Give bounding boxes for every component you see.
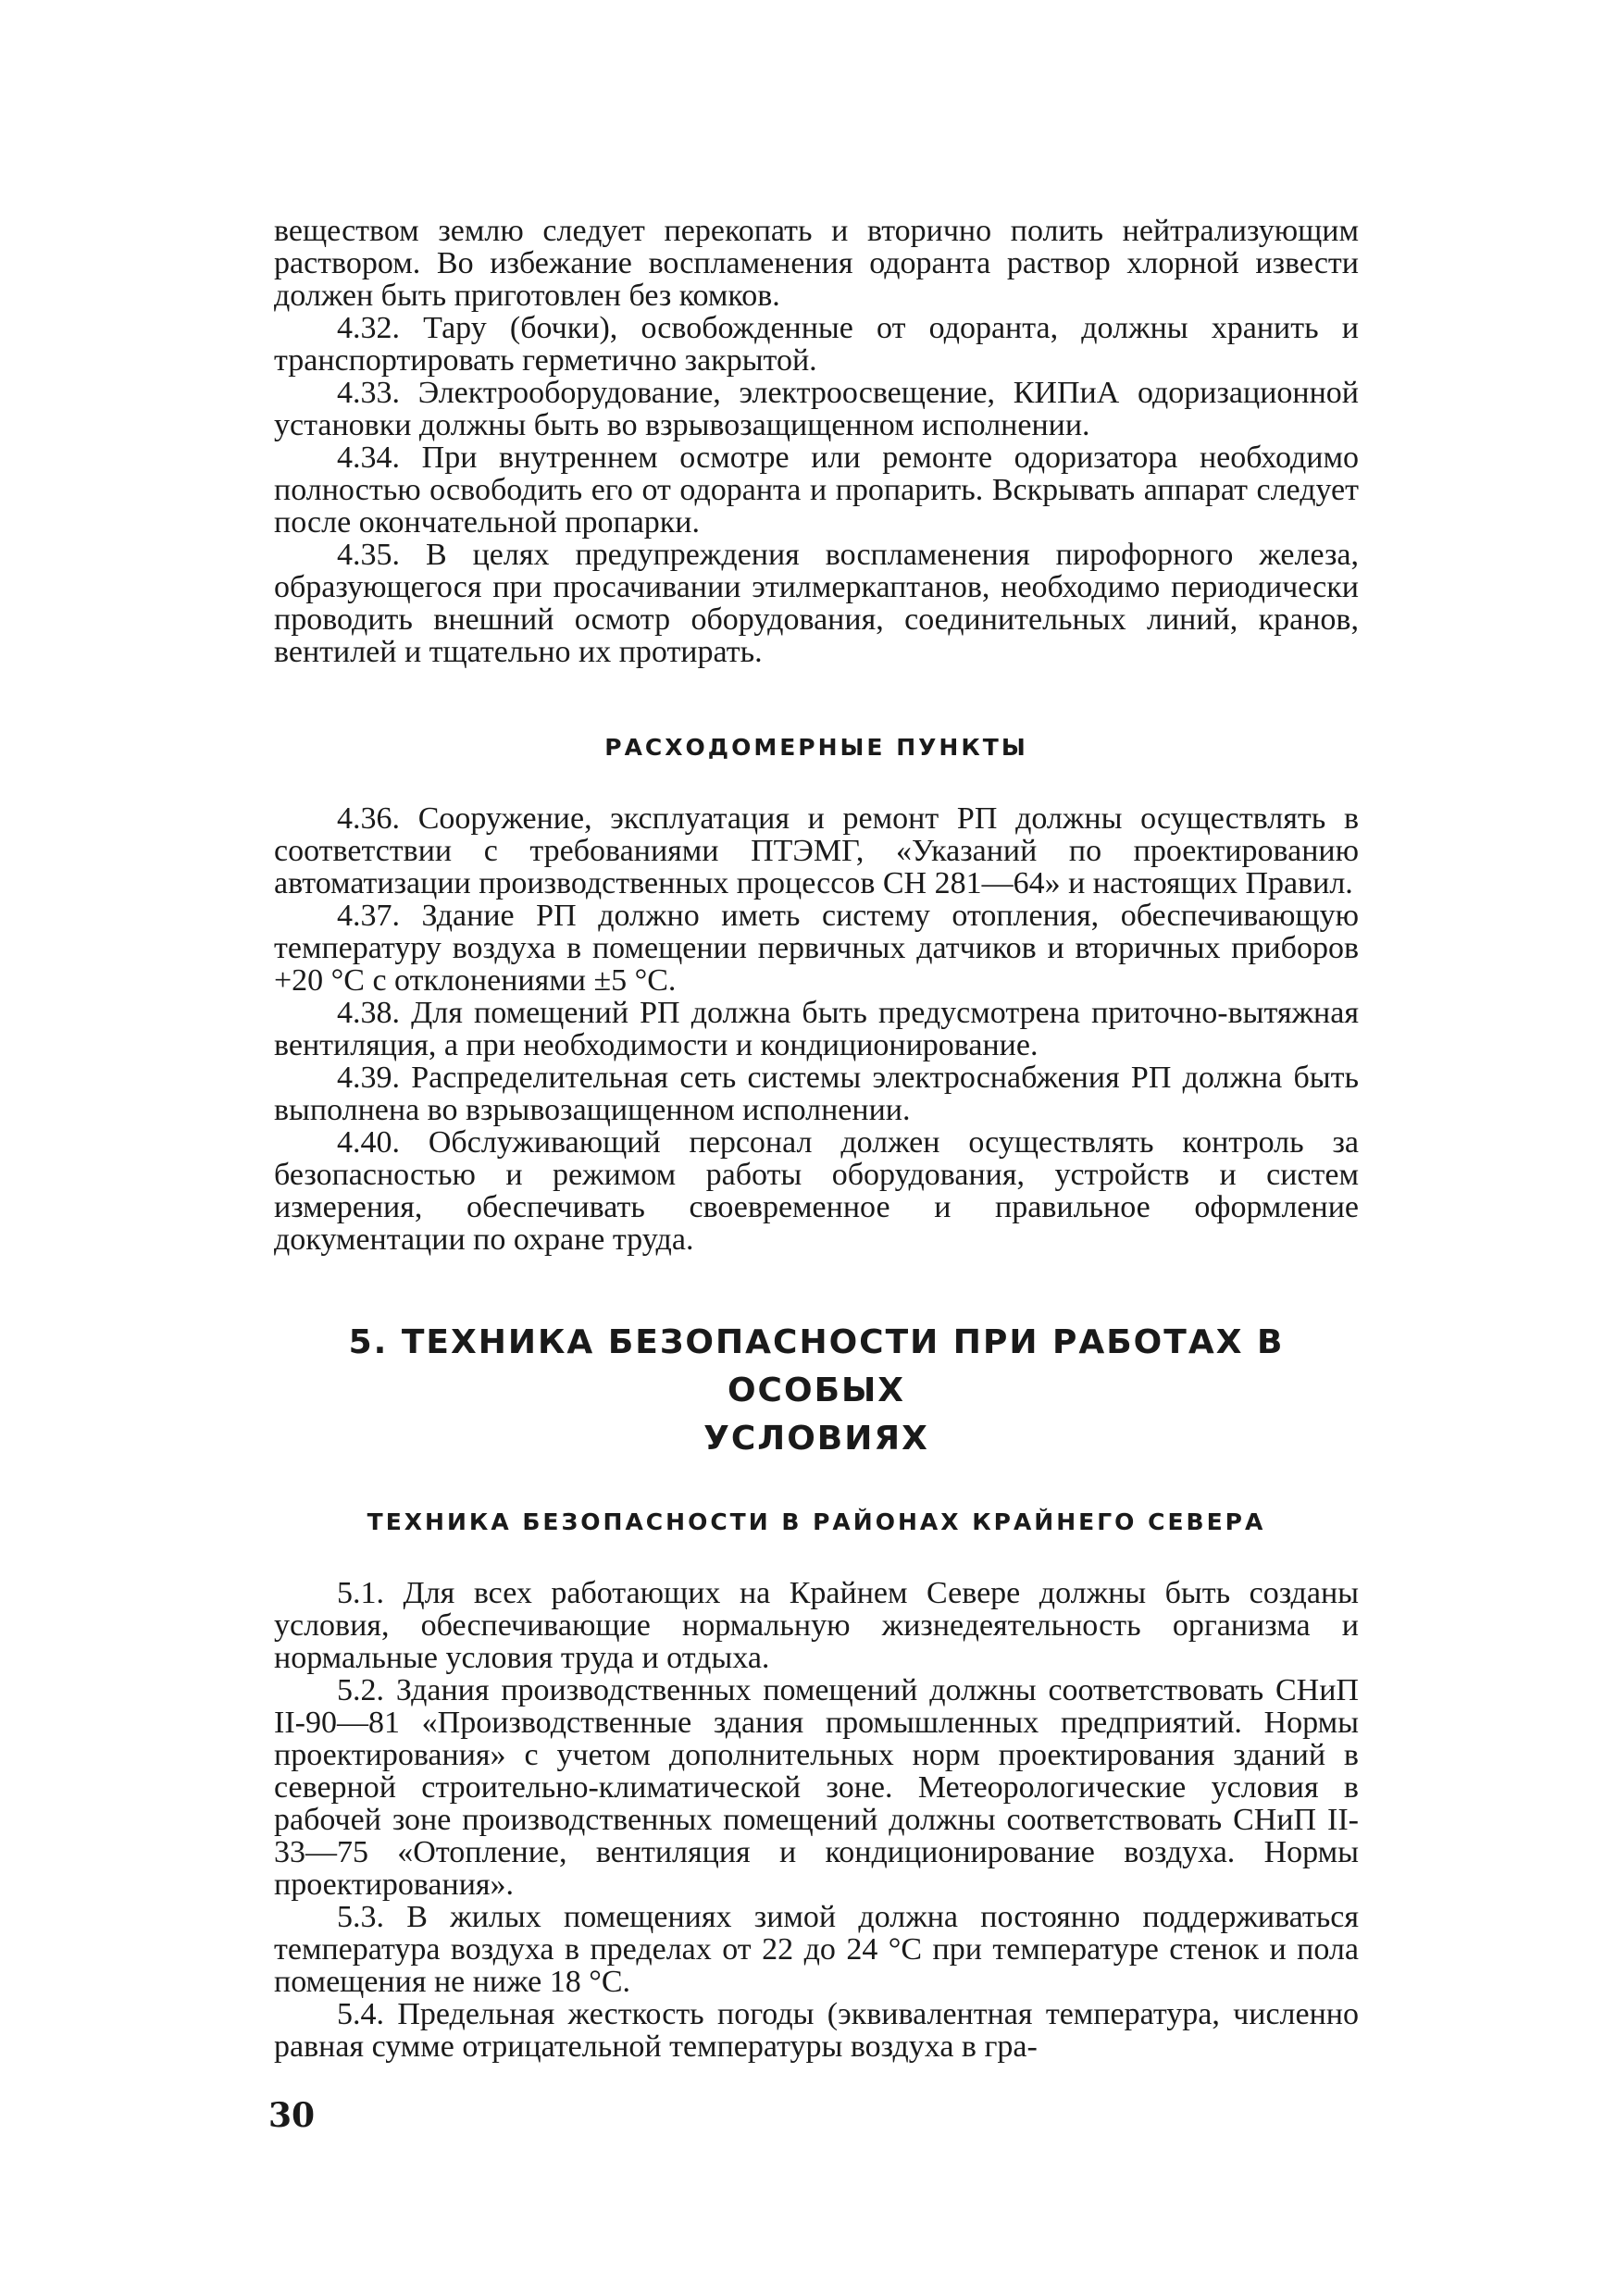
spacer: [274, 1463, 1359, 1508]
paragraph-4-35: 4.35. В целях предупреждения воспламенения пирофорного железа, образующегося при просачивании этилмеркаптанов, необходимо периодически проводить внешний осмотр оборудования, соединительных линий, кранов, вентилей и тщательно их протирать.: [274, 538, 1359, 669]
chapter-heading-line-1: 5. ТЕХНИКА БЕЗОПАСНОСТИ ПРИ РАБОТАХ В ОСОБЫХ: [348, 1323, 1285, 1409]
paragraph-5-1: 5.1. Для всех работающих на Крайнем Севере должны быть созданы условия, обеспечивающие нормальную жизнедеятельность организма и нормальные условия труда и отдыха.: [274, 1576, 1359, 1675]
spacer: [274, 1256, 1359, 1319]
paragraph-4-39: 4.39. Распределительная сеть системы электроснабжения РП должна быть выполнена во взрывозащищенном исполнении.: [274, 1061, 1359, 1127]
chapter-heading: [274, 1319, 1359, 1463]
paragraph-4-32: 4.32. Тару (бочки), освобожденные от одоранта, должны хранить и транспортировать герметично закрытой.: [274, 311, 1359, 378]
text-block: [274, 215, 1359, 2063]
spacer: [274, 1537, 1359, 1577]
paragraph-4-36: 4.36. Сооружение, эксплуатация и ремонт РП должны осуществлять в соответствии с требованиями ПТЭМГ, «Указаний по проектированию автоматизации производственных процессов СН 281—64» и настоящих Правил.: [274, 801, 1359, 900]
section-heading-flowmeter-points: РАСХОДОМЕРНЫЕ ПУНКТЫ: [604, 734, 1028, 761]
paragraph-5-2: 5.2. Здания производственных помещений должны соответствовать СНиП II-90—81 «Производственные здания промышленных предприятий. Нормы проектирования» с учетом дополнительных норм проектирования зданий в северной строительно-климатической зоне. Метеорологические условия в рабочей зоне производственных помещений должны соответствовать СНиП II-33—75 «Отопление, вентиляция и кондиционирование воздуха. Нормы проектирования».: [274, 1673, 1359, 1902]
spacer: [274, 668, 1359, 733]
page-number: 30: [268, 2096, 316, 2135]
chapter-heading-line-2: УСЛОВИЯХ: [703, 1420, 929, 1458]
paragraph-4-37: 4.37. Здание РП должно иметь систему отопления, обеспечивающую температуру воздуха в помещении первичных датчиков и вторичных приборов +20 °С с отклонениями ±5 °С.: [274, 899, 1359, 998]
paragraph-4-38: 4.38. Для помещений РП должна быть предусмотрена приточно-вытяжная вентиляция, а при необходимости и кондиционирование.: [274, 996, 1359, 1062]
spacer: [274, 763, 1359, 802]
paragraph-4-33: 4.33. Электрооборудование, электроосвещение, КИПиА одоризационной установки должны быть во взрывозащищенном исполнении.: [274, 376, 1359, 442]
paragraph-continuation: веществом землю следует перекопать и вторично полить нейтрализующим раствором. Во избежание воспламенения одоранта раствор хлорной извести должен быть приготовлен без комков.: [274, 214, 1359, 313]
section-heading-far-north: ТЕХНИКА БЕЗОПАСНОСТИ В РАЙОНАХ КРАЙНЕГО СЕВЕРА: [367, 1508, 1266, 1535]
paragraph-5-3: 5.3. В жилых помещениях зимой должна постоянно поддерживаться температура воздуха в пределах от 22 до 24 °С при температуре стенок и пола помещения не ниже 18 °С.: [274, 1900, 1359, 1999]
paragraph-4-40: 4.40. Обслуживающий персонал должен осуществлять контроль за безопасностью и режимом работы оборудования, устройств и систем измерения, обеспечивать своевременное и правильное оформление документации по охране труда.: [274, 1125, 1359, 1257]
paragraph-5-4: 5.4. Предельная жесткость погоды (эквивалентная температура, численно равная сумме отрицательной температуры воздуха в гра-: [274, 1997, 1359, 2064]
paragraph-4-34: 4.34. При внутреннем осмотре или ремонте одоризатора необходимо полностью освободить его от одоранта и пропарить. Вскрывать аппарат следует после окончательной пропарки.: [274, 441, 1359, 540]
